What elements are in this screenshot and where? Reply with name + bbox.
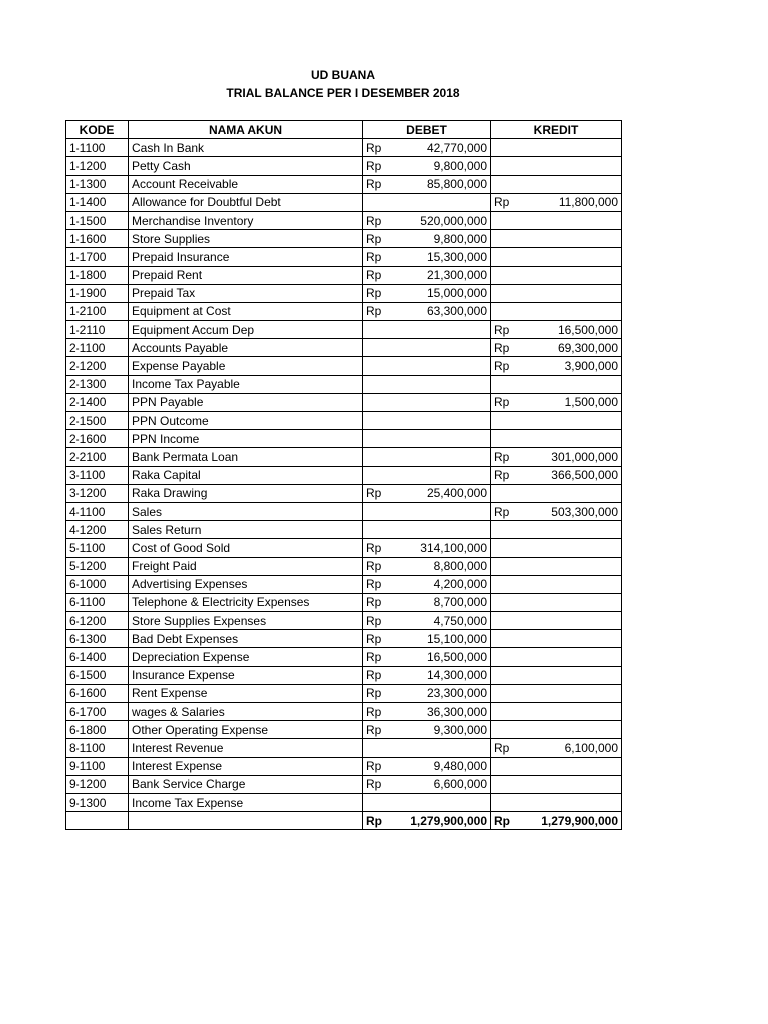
report-title: TRIAL BALANCE PER I DESEMBER 2018	[226, 86, 460, 100]
table-row	[66, 248, 622, 266]
table-row	[66, 484, 622, 502]
account-name: Sales	[129, 502, 363, 520]
debet-amount: 36,300,000	[393, 703, 491, 721]
kredit-currency: Rp	[491, 502, 521, 520]
debet-currency	[363, 193, 393, 211]
table-row	[66, 230, 622, 248]
total-kredit-currency: Rp	[491, 812, 521, 830]
kredit-amount	[521, 430, 622, 448]
account-code: 2-2100	[66, 448, 129, 466]
debet-amount	[393, 793, 491, 811]
account-code: 1-1400	[66, 193, 129, 211]
kredit-currency	[491, 266, 521, 284]
debet-currency	[363, 793, 393, 811]
kredit-amount	[521, 302, 622, 320]
kredit-currency	[491, 775, 521, 793]
account-code: 1-1900	[66, 284, 129, 302]
table-row	[66, 539, 622, 557]
debet-amount: 520,000,000	[393, 211, 491, 229]
kredit-amount	[521, 211, 622, 229]
account-code: 5-1100	[66, 539, 129, 557]
account-name: wages & Salaries	[129, 703, 363, 721]
kredit-currency	[491, 139, 521, 157]
debet-amount: 9,800,000	[393, 230, 491, 248]
account-code: 4-1100	[66, 502, 129, 520]
account-name: Rent Expense	[129, 684, 363, 702]
account-name: PPN Payable	[129, 393, 363, 411]
total-debet-amount: 1,279,900,000	[393, 812, 491, 830]
kredit-currency: Rp	[491, 739, 521, 757]
debet-amount	[393, 321, 491, 339]
debet-currency: Rp	[363, 703, 393, 721]
account-name: Bad Debt Expenses	[129, 630, 363, 648]
account-name: Advertising Expenses	[129, 575, 363, 593]
account-code: 4-1200	[66, 521, 129, 539]
kredit-currency: Rp	[491, 393, 521, 411]
column-header-nama-akun: NAMA AKUN	[129, 121, 363, 139]
debet-amount: 42,770,000	[393, 139, 491, 157]
table-row	[66, 793, 622, 811]
debet-amount: 63,300,000	[393, 302, 491, 320]
kredit-currency	[491, 521, 521, 539]
table-row	[66, 612, 622, 630]
account-name: Telephone & Electricity Expenses	[129, 593, 363, 611]
debet-currency	[363, 375, 393, 393]
kredit-amount	[521, 175, 622, 193]
kredit-amount	[521, 684, 622, 702]
kredit-amount: 69,300,000	[521, 339, 622, 357]
account-name: Equipment at Cost	[129, 302, 363, 320]
debet-currency: Rp	[363, 266, 393, 284]
kredit-amount: 11,800,000	[521, 193, 622, 211]
total-nama-cell	[129, 812, 363, 830]
kredit-amount: 301,000,000	[521, 448, 622, 466]
account-name: Store Supplies	[129, 230, 363, 248]
debet-amount	[393, 521, 491, 539]
debet-currency	[363, 466, 393, 484]
account-name: Freight Paid	[129, 557, 363, 575]
account-name: Income Tax Payable	[129, 375, 363, 393]
account-name: Store Supplies Expenses	[129, 612, 363, 630]
report-header	[0, 66, 686, 102]
account-code: 6-1000	[66, 575, 129, 593]
account-code: 2-1200	[66, 357, 129, 375]
kredit-amount	[521, 648, 622, 666]
table-row	[66, 593, 622, 611]
debet-currency: Rp	[363, 157, 393, 175]
account-code: 3-1200	[66, 484, 129, 502]
kredit-currency	[491, 666, 521, 684]
debet-currency: Rp	[363, 484, 393, 502]
table-row	[66, 721, 622, 739]
account-name: Other Operating Expense	[129, 721, 363, 739]
debet-currency: Rp	[363, 630, 393, 648]
kredit-amount	[521, 775, 622, 793]
table-row	[66, 412, 622, 430]
kredit-amount	[521, 284, 622, 302]
kredit-amount	[521, 793, 622, 811]
account-code: 6-1400	[66, 648, 129, 666]
column-header-kredit: KREDIT	[491, 121, 622, 139]
kredit-currency	[491, 630, 521, 648]
debet-amount	[393, 412, 491, 430]
account-code: 2-1100	[66, 339, 129, 357]
account-code: 1-1800	[66, 266, 129, 284]
table-row	[66, 739, 622, 757]
debet-amount: 25,400,000	[393, 484, 491, 502]
account-code: 6-1800	[66, 721, 129, 739]
debet-amount	[393, 448, 491, 466]
table-row	[66, 575, 622, 593]
account-name: Expense Payable	[129, 357, 363, 375]
debet-currency: Rp	[363, 612, 393, 630]
account-name: Cash In Bank	[129, 139, 363, 157]
kredit-amount	[521, 757, 622, 775]
debet-amount: 4,750,000	[393, 612, 491, 630]
kredit-amount: 16,500,000	[521, 321, 622, 339]
account-name: Income Tax Expense	[129, 793, 363, 811]
kredit-amount: 1,500,000	[521, 393, 622, 411]
kredit-amount: 6,100,000	[521, 739, 622, 757]
kredit-amount	[521, 266, 622, 284]
table-row	[66, 284, 622, 302]
kredit-amount	[521, 575, 622, 593]
table-row	[66, 502, 622, 520]
kredit-currency	[491, 593, 521, 611]
account-code: 3-1100	[66, 466, 129, 484]
kredit-currency	[491, 302, 521, 320]
debet-amount: 15,300,000	[393, 248, 491, 266]
debet-amount: 9,300,000	[393, 721, 491, 739]
debet-currency	[363, 339, 393, 357]
table-row	[66, 703, 622, 721]
debet-currency	[363, 393, 393, 411]
account-code: 5-1200	[66, 557, 129, 575]
debet-amount: 14,300,000	[393, 666, 491, 684]
table-row	[66, 448, 622, 466]
kredit-amount	[521, 721, 622, 739]
kredit-amount: 366,500,000	[521, 466, 622, 484]
kredit-currency	[491, 703, 521, 721]
debet-amount: 85,800,000	[393, 175, 491, 193]
debet-currency: Rp	[363, 211, 393, 229]
table-row	[66, 393, 622, 411]
total-row	[66, 812, 622, 830]
account-code: 6-1500	[66, 666, 129, 684]
kredit-currency: Rp	[491, 321, 521, 339]
debet-amount: 9,480,000	[393, 757, 491, 775]
kredit-currency: Rp	[491, 357, 521, 375]
debet-amount: 21,300,000	[393, 266, 491, 284]
kredit-currency	[491, 430, 521, 448]
debet-currency	[363, 430, 393, 448]
kredit-amount	[521, 248, 622, 266]
debet-currency: Rp	[363, 721, 393, 739]
table-row	[66, 666, 622, 684]
account-code: 1-1200	[66, 157, 129, 175]
account-name: PPN Income	[129, 430, 363, 448]
trial-balance-table	[65, 120, 622, 830]
kredit-currency	[491, 575, 521, 593]
account-code: 1-1600	[66, 230, 129, 248]
debet-amount: 4,200,000	[393, 575, 491, 593]
account-name: Interest Revenue	[129, 739, 363, 757]
table-row	[66, 375, 622, 393]
account-name: PPN Outcome	[129, 412, 363, 430]
debet-amount	[393, 502, 491, 520]
table-row	[66, 157, 622, 175]
account-name: Prepaid Rent	[129, 266, 363, 284]
account-name: Equipment Accum Dep	[129, 321, 363, 339]
account-name: Accounts Payable	[129, 339, 363, 357]
table-row	[66, 211, 622, 229]
kredit-amount: 503,300,000	[521, 502, 622, 520]
kredit-currency	[491, 721, 521, 739]
account-name: Prepaid Insurance	[129, 248, 363, 266]
kredit-currency	[491, 684, 521, 702]
debet-amount	[393, 193, 491, 211]
table-row	[66, 521, 622, 539]
kredit-currency	[491, 648, 521, 666]
account-rows	[66, 139, 622, 812]
kredit-currency	[491, 539, 521, 557]
debet-currency: Rp	[363, 557, 393, 575]
kredit-currency	[491, 484, 521, 502]
account-code: 9-1300	[66, 793, 129, 811]
account-code: 9-1100	[66, 757, 129, 775]
kredit-amount: 3,900,000	[521, 357, 622, 375]
account-code: 6-1300	[66, 630, 129, 648]
account-code: 6-1700	[66, 703, 129, 721]
account-name: Cost of Good Sold	[129, 539, 363, 557]
account-code: 1-1700	[66, 248, 129, 266]
debet-amount: 314,100,000	[393, 539, 491, 557]
account-name: Depreciation Expense	[129, 648, 363, 666]
debet-currency: Rp	[363, 539, 393, 557]
debet-currency: Rp	[363, 575, 393, 593]
debet-amount: 9,800,000	[393, 157, 491, 175]
kredit-amount	[521, 412, 622, 430]
kredit-amount	[521, 539, 622, 557]
kredit-amount	[521, 521, 622, 539]
debet-amount	[393, 375, 491, 393]
kredit-amount	[521, 666, 622, 684]
table-row	[66, 321, 622, 339]
account-name: Interest Expense	[129, 757, 363, 775]
kredit-amount	[521, 703, 622, 721]
debet-currency	[363, 448, 393, 466]
account-code: 2-1400	[66, 393, 129, 411]
debet-currency: Rp	[363, 139, 393, 157]
table-row	[66, 139, 622, 157]
kredit-amount	[521, 484, 622, 502]
kredit-currency	[491, 175, 521, 193]
debet-currency	[363, 502, 393, 520]
kredit-amount	[521, 375, 622, 393]
table-row	[66, 757, 622, 775]
kredit-currency: Rp	[491, 339, 521, 357]
account-name: Bank Permata Loan	[129, 448, 363, 466]
account-name: Raka Capital	[129, 466, 363, 484]
debet-amount	[393, 357, 491, 375]
table-header-row	[66, 121, 622, 139]
account-name: Bank Service Charge	[129, 775, 363, 793]
account-code: 1-1100	[66, 139, 129, 157]
account-code: 1-1300	[66, 175, 129, 193]
account-code: 2-1300	[66, 375, 129, 393]
table-row	[66, 557, 622, 575]
kredit-currency	[491, 211, 521, 229]
debet-amount: 6,600,000	[393, 775, 491, 793]
debet-amount: 16,500,000	[393, 648, 491, 666]
debet-currency: Rp	[363, 175, 393, 193]
total-kredit-amount: 1,279,900,000	[521, 812, 622, 830]
debet-currency	[363, 521, 393, 539]
debet-currency: Rp	[363, 593, 393, 611]
kredit-currency: Rp	[491, 193, 521, 211]
debet-currency	[363, 321, 393, 339]
account-code: 6-1200	[66, 612, 129, 630]
kredit-amount	[521, 593, 622, 611]
kredit-currency	[491, 793, 521, 811]
account-code: 1-1500	[66, 211, 129, 229]
debet-currency: Rp	[363, 248, 393, 266]
kredit-currency	[491, 612, 521, 630]
debet-currency: Rp	[363, 230, 393, 248]
column-header-kode: KODE	[66, 121, 129, 139]
table-row	[66, 466, 622, 484]
kredit-currency	[491, 375, 521, 393]
debet-amount: 15,000,000	[393, 284, 491, 302]
company-name: UD BUANA	[311, 68, 375, 82]
debet-amount	[393, 339, 491, 357]
account-code: 6-1100	[66, 593, 129, 611]
table-row	[66, 357, 622, 375]
debet-currency	[363, 357, 393, 375]
total-kode-cell	[66, 812, 129, 830]
account-name: Merchandise Inventory	[129, 211, 363, 229]
table-row	[66, 630, 622, 648]
account-code: 2-1500	[66, 412, 129, 430]
table-row	[66, 266, 622, 284]
debet-currency: Rp	[363, 684, 393, 702]
kredit-currency	[491, 248, 521, 266]
debet-amount: 23,300,000	[393, 684, 491, 702]
account-code: 2-1600	[66, 430, 129, 448]
debet-currency	[363, 412, 393, 430]
debet-amount	[393, 393, 491, 411]
debet-currency: Rp	[363, 775, 393, 793]
account-code: 6-1600	[66, 684, 129, 702]
debet-amount	[393, 466, 491, 484]
kredit-amount	[521, 630, 622, 648]
table-row	[66, 339, 622, 357]
account-name: Petty Cash	[129, 157, 363, 175]
debet-amount: 15,100,000	[393, 630, 491, 648]
kredit-currency: Rp	[491, 466, 521, 484]
account-name: Raka Drawing	[129, 484, 363, 502]
kredit-currency	[491, 284, 521, 302]
kredit-amount	[521, 157, 622, 175]
debet-currency: Rp	[363, 648, 393, 666]
debet-amount	[393, 430, 491, 448]
kredit-amount	[521, 139, 622, 157]
table-row	[66, 430, 622, 448]
account-code: 8-1100	[66, 739, 129, 757]
account-name: Allowance for Doubtful Debt	[129, 193, 363, 211]
account-name: Sales Return	[129, 521, 363, 539]
account-code: 1-2100	[66, 302, 129, 320]
kredit-amount	[521, 230, 622, 248]
debet-amount	[393, 739, 491, 757]
kredit-currency	[491, 230, 521, 248]
kredit-currency	[491, 757, 521, 775]
debet-amount: 8,800,000	[393, 557, 491, 575]
debet-currency: Rp	[363, 284, 393, 302]
table-row	[66, 775, 622, 793]
kredit-amount	[521, 612, 622, 630]
account-name: Account Receivable	[129, 175, 363, 193]
account-code: 1-2110	[66, 321, 129, 339]
account-code: 9-1200	[66, 775, 129, 793]
kredit-currency	[491, 157, 521, 175]
debet-currency: Rp	[363, 757, 393, 775]
column-header-debet: DEBET	[363, 121, 491, 139]
table-row	[66, 302, 622, 320]
kredit-currency: Rp	[491, 448, 521, 466]
debet-currency: Rp	[363, 302, 393, 320]
table-row	[66, 193, 622, 211]
debet-currency: Rp	[363, 666, 393, 684]
debet-amount: 8,700,000	[393, 593, 491, 611]
debet-currency	[363, 739, 393, 757]
account-name: Prepaid Tax	[129, 284, 363, 302]
table-row	[66, 648, 622, 666]
account-name: Insurance Expense	[129, 666, 363, 684]
kredit-currency	[491, 557, 521, 575]
kredit-amount	[521, 557, 622, 575]
kredit-currency	[491, 412, 521, 430]
table-row	[66, 175, 622, 193]
table-row	[66, 684, 622, 702]
total-debet-currency: Rp	[363, 812, 393, 830]
